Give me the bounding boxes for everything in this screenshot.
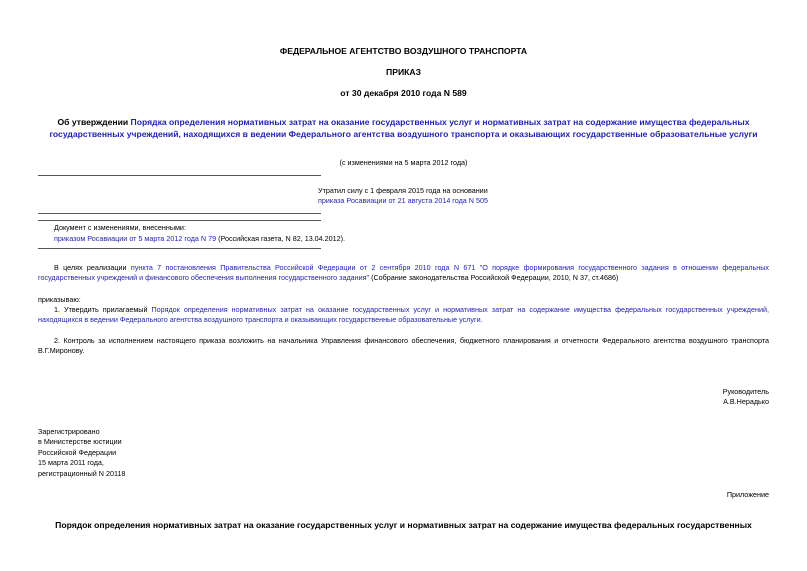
expired-line: Утратил силу с 1 февраля 2015 года на основании xyxy=(318,186,488,195)
changes-link[interactable]: приказом Росавиации от 5 марта 2012 года N 79 xyxy=(54,234,217,243)
item-1-link[interactable]: Порядок определения нормативных затрат на оказание государственных услуг и нормативных затрат на содержание имущества федеральных государственных учреждений, находящихся в ведении Федерального агентства воздушного транспорта и оказывающих государственные образовательные услуги. xyxy=(38,305,769,325)
signature-block xyxy=(723,387,769,408)
signature-title: Руководитель xyxy=(722,387,769,396)
subject-prefix: Об утверждении xyxy=(57,117,129,127)
preamble-paragraph xyxy=(38,263,769,284)
registration-line: Зарегистрировано xyxy=(38,427,100,436)
registration-line: регистрационный N 20118 xyxy=(38,468,126,478)
preamble-suffix: (Собрание законодательства Российской Федерации, 2010, N 37, ст.4686) xyxy=(371,273,619,283)
preamble-link[interactable]: пункта 7 постановления Правительства Российской Федерации от 2 сентября 2010 года N 671 "О порядке формирования государственного задания в отношении федеральных государственных учреждений и финансового обеспечения выполнения государственного задания" xyxy=(38,263,769,283)
changes-line xyxy=(54,234,345,244)
doc-subject xyxy=(40,116,767,140)
order-word: приказываю: xyxy=(38,295,81,304)
registration-line: в Министерстве юстиции xyxy=(38,437,122,447)
changes-intro: Документ с изменениями, внесенными: xyxy=(54,223,186,232)
preamble-prefix: В целях реализации xyxy=(54,263,127,272)
registration-block xyxy=(38,427,125,479)
expired-link[interactable]: приказа Росавиации от 21 августа 2014 года N 505 xyxy=(318,196,488,205)
amendments-note: (с изменениями на 5 марта 2012 года) xyxy=(339,158,468,167)
subject-link[interactable]: Порядка определения нормативных затрат на оказание государственных услуг и нормативных затрат на содержание имущества федеральных государственных учреждений, находящихся в ведении Федерального агентства воздушного транспорта и оказывающих государственные образовательные услуги xyxy=(49,117,758,139)
appendix-label: Приложение xyxy=(726,490,769,499)
changes-suffix: (Российская газета, N 82, 13.04.2012). xyxy=(218,234,346,243)
doc-date-number: от 30 декабря 2010 года N 589 xyxy=(340,88,467,98)
registration-line: 15 марта 2011 года, xyxy=(38,458,104,468)
doc-type: ПРИКАЗ xyxy=(386,67,421,77)
signature-name: А.В.Нерадько xyxy=(723,397,769,407)
divider xyxy=(38,220,321,221)
agency-title: ФЕДЕРАЛЬНОЕ АГЕНТСТВО ВОЗДУШНОГО ТРАНСПОРТА xyxy=(279,46,528,56)
item-1-prefix: 1. Утвердить прилагаемый xyxy=(54,305,148,314)
order-item-1 xyxy=(38,305,769,326)
order-item-2: 2. Контроль за исполнением настоящего приказа возложить на начальника Управления финансового обеспечения, бюджетного планирования и отчетности Федерального агентства воздушного транспорта В.Г.Миронову. xyxy=(38,336,769,356)
registration-line: Российской Федерации xyxy=(38,447,117,457)
divider xyxy=(38,175,321,176)
appendix-title: Порядок определения нормативных затрат на оказание государственных услуг и нормативных затрат на содержание имущества федеральных государственных xyxy=(55,520,752,530)
divider xyxy=(38,213,321,214)
divider xyxy=(38,248,321,249)
